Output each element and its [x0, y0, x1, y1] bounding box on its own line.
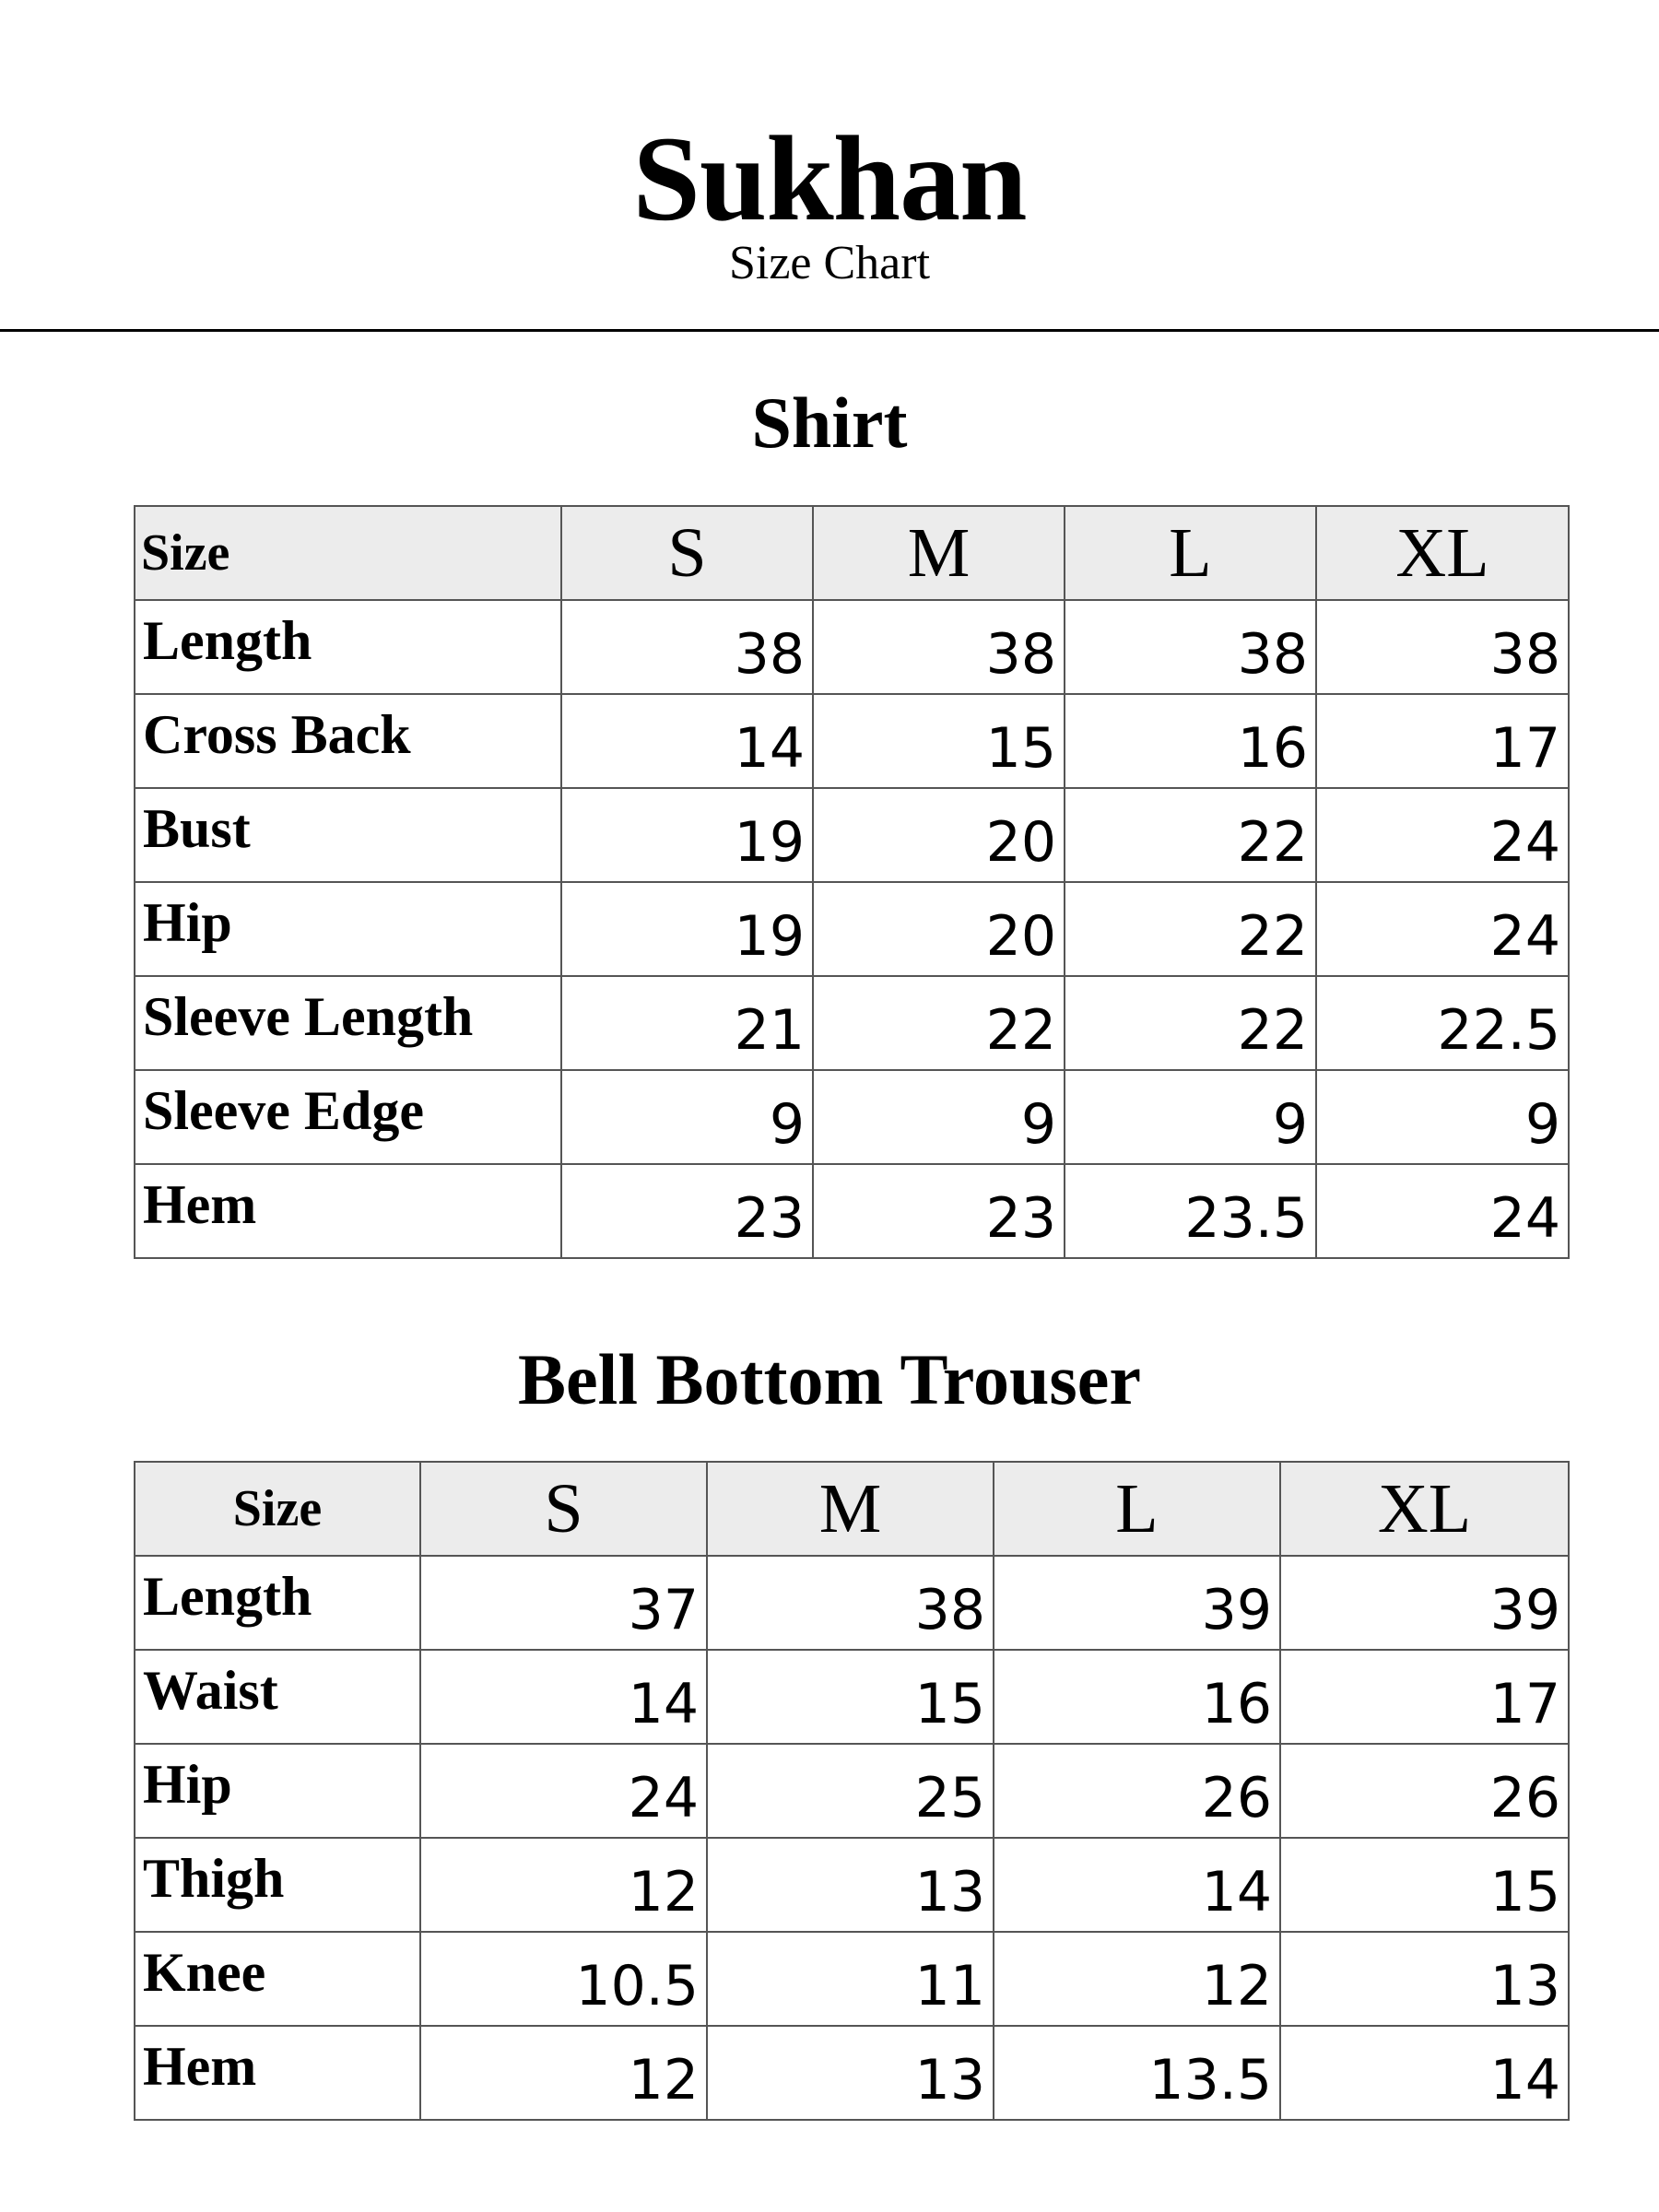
- table-row: [135, 1650, 1569, 1744]
- row-label: Waist: [135, 1650, 420, 1744]
- column-header-size: Size: [135, 506, 561, 600]
- table-row: [135, 882, 1569, 976]
- cell-value: 16: [994, 1650, 1280, 1744]
- row-label: Knee: [135, 1932, 420, 2026]
- cell-value: 23: [813, 1164, 1065, 1258]
- column-header-xl: XL: [1280, 1462, 1569, 1556]
- cell-value: 20: [813, 788, 1065, 882]
- cell-value: 23: [561, 1164, 813, 1258]
- cell-value: 24: [1316, 788, 1569, 882]
- column-header-m: M: [813, 506, 1065, 600]
- table-row: [135, 694, 1569, 788]
- table-row: [135, 1932, 1569, 2026]
- shirt-size-table: [134, 505, 1570, 1259]
- cell-value: 10.5: [420, 1932, 707, 2026]
- table-row: [135, 1164, 1569, 1258]
- cell-value: 20: [813, 882, 1065, 976]
- cell-value: 22: [1065, 976, 1316, 1070]
- cell-value: 13: [707, 1838, 994, 1932]
- cell-value: 13: [707, 2026, 994, 2120]
- cell-value: 26: [994, 1744, 1280, 1838]
- table-row: [135, 976, 1569, 1070]
- table-row: [135, 2026, 1569, 2120]
- row-label: Hip: [135, 882, 561, 976]
- row-label: Thigh: [135, 1838, 420, 1932]
- cell-value: 38: [1316, 600, 1569, 694]
- cell-value: 19: [561, 882, 813, 976]
- trouser-section-title: Bell Bottom Trouser: [518, 1339, 1141, 1419]
- cell-value: 38: [813, 600, 1065, 694]
- column-header-s: S: [561, 506, 813, 600]
- row-label: Sleeve Length: [135, 976, 561, 1070]
- cell-value: 38: [561, 600, 813, 694]
- cell-value: 39: [994, 1556, 1280, 1650]
- cell-value: 37: [420, 1556, 707, 1650]
- cell-value: 11: [707, 1932, 994, 2026]
- cell-value: 12: [420, 1838, 707, 1932]
- cell-value: 23.5: [1065, 1164, 1316, 1258]
- table-row: [135, 600, 1569, 694]
- cell-value: 22: [1065, 882, 1316, 976]
- cell-value: 13.5: [994, 2026, 1280, 2120]
- row-label: Hem: [135, 2026, 420, 2120]
- cell-value: 25: [707, 1744, 994, 1838]
- header-divider: [0, 329, 1659, 332]
- row-label: Bust: [135, 788, 561, 882]
- table-row: [135, 1744, 1569, 1838]
- table-row: [135, 1070, 1569, 1164]
- table-header-row: [135, 1462, 1569, 1556]
- cell-value: 9: [1316, 1070, 1569, 1164]
- cell-value: 17: [1280, 1650, 1569, 1744]
- cell-value: 19: [561, 788, 813, 882]
- row-label: Length: [135, 1556, 420, 1650]
- column-header-xl: XL: [1316, 506, 1569, 600]
- cell-value: 22.5: [1316, 976, 1569, 1070]
- row-label: Hip: [135, 1744, 420, 1838]
- cell-value: 12: [994, 1932, 1280, 2026]
- column-header-s: S: [420, 1462, 707, 1556]
- cell-value: 38: [1065, 600, 1316, 694]
- cell-value: 38: [707, 1556, 994, 1650]
- cell-value: 21: [561, 976, 813, 1070]
- page-subtitle: Size Chart: [728, 237, 931, 289]
- cell-value: 24: [1316, 882, 1569, 976]
- column-header-l: L: [994, 1462, 1280, 1556]
- brand-title: Sukhan: [632, 111, 1027, 246]
- column-header-m: M: [707, 1462, 994, 1556]
- cell-value: 15: [813, 694, 1065, 788]
- table-row: [135, 1556, 1569, 1650]
- cell-value: 13: [1280, 1932, 1569, 2026]
- cell-value: 17: [1316, 694, 1569, 788]
- cell-value: 15: [1280, 1838, 1569, 1932]
- cell-value: 14: [561, 694, 813, 788]
- cell-value: 22: [813, 976, 1065, 1070]
- column-header-size: Size: [135, 1462, 420, 1556]
- column-header-l: L: [1065, 506, 1316, 600]
- cell-value: 14: [420, 1650, 707, 1744]
- row-label: Hem: [135, 1164, 561, 1258]
- table-row: [135, 1838, 1569, 1932]
- cell-value: 9: [561, 1070, 813, 1164]
- trouser-size-table: [134, 1461, 1570, 2121]
- cell-value: 24: [1316, 1164, 1569, 1258]
- cell-value: 9: [1065, 1070, 1316, 1164]
- cell-value: 22: [1065, 788, 1316, 882]
- cell-value: 15: [707, 1650, 994, 1744]
- row-label: Sleeve Edge: [135, 1070, 561, 1164]
- table-header-row: [135, 506, 1569, 600]
- table-row: [135, 788, 1569, 882]
- shirt-section-title: Shirt: [751, 382, 908, 463]
- cell-value: 9: [813, 1070, 1065, 1164]
- cell-value: 16: [1065, 694, 1316, 788]
- cell-value: 26: [1280, 1744, 1569, 1838]
- row-label: Length: [135, 600, 561, 694]
- cell-value: 24: [420, 1744, 707, 1838]
- cell-value: 14: [1280, 2026, 1569, 2120]
- cell-value: 39: [1280, 1556, 1569, 1650]
- cell-value: 12: [420, 2026, 707, 2120]
- cell-value: 14: [994, 1838, 1280, 1932]
- row-label: Cross Back: [135, 694, 561, 788]
